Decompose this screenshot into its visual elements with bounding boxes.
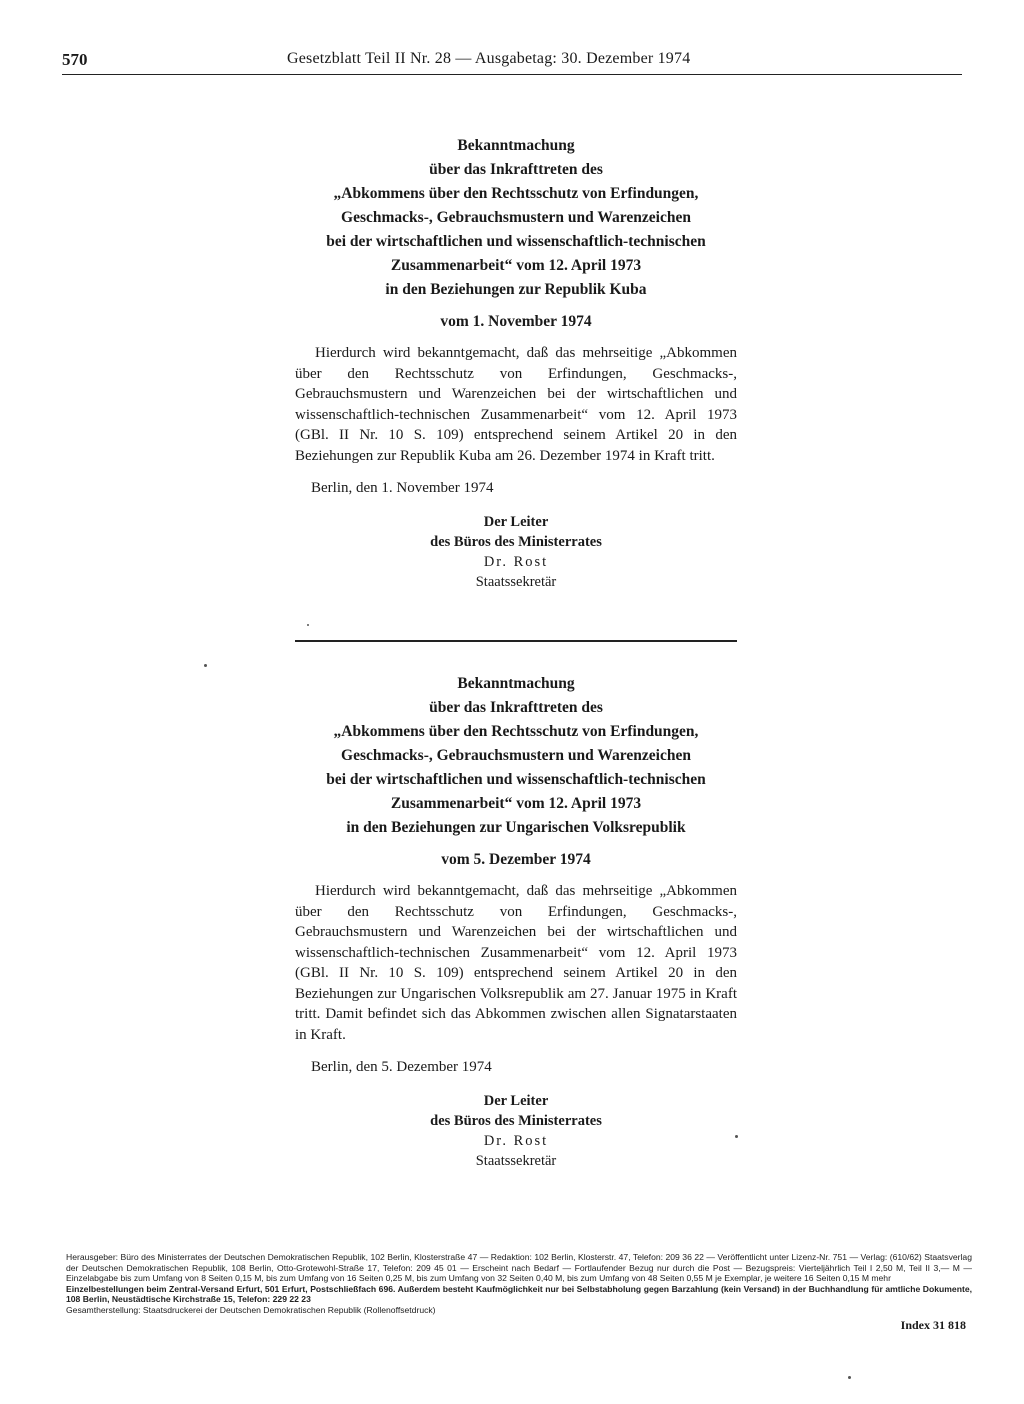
scan-speck <box>307 624 309 626</box>
signature-name: Dr. Rost <box>483 1133 549 1149</box>
scan-speck <box>735 1135 738 1138</box>
signature-block <box>295 1091 737 1171</box>
imprint-printer: Gesamtherstellung: Staatsdruckerei der Deutschen Demokratischen Republik (Rollenoffsetdruck) <box>66 1304 436 1315</box>
heading-line: Bekanntmachung <box>457 137 575 154</box>
heading-line: in den Beziehungen zur Ungarischen Volksrepublik <box>346 819 686 836</box>
imprint-orders: Einzelbestellungen beim Zentral-Versand Erfurt, 501 Erfurt, Postschließfach 696. Außerdem besteht Kaufmöglichkeit nur bei Selbstabholung gegen Barzahlung (kein Versand) in der Buchhandlung für amtliche Dokumente, 108 Berlin, Neustädtische Kirchstraße 15, Telefon: 229 22 23 <box>66 1283 972 1305</box>
notice-separator <box>295 640 737 642</box>
signature-name: Dr. Rost <box>483 554 549 570</box>
notice-kuba <box>295 134 737 592</box>
heading-line: Zusammenarbeit“ vom 12. April 1973 <box>390 257 642 274</box>
signature-title: Staatssekretär <box>475 1153 557 1169</box>
imprint-footer <box>66 1252 972 1316</box>
imprint-publisher: Herausgeber: Büro des Ministerrates der Deutschen Demokratischen Republik, 102 Berlin, Klosterstraße 47 — Redaktion: 102 Berlin, Klosterstr. 47, Telefon: 209 36 22 — Veröffentlicht unter Lizenz-Nr. 751 — Verlag: (610/62) Staatsverlag der Deutschen Demokratischen Republik, 108 Berlin, Otto-Grotewohl-Straße 17, Telefon: 209 45 01 — Erscheint nach Bedarf — Fortlaufender Bezug nur durch die Post — Bezugspreis: Vierteljährlich Teil I 2,50 M, Teil II 3,— M — Einzelabgabe bis zum Umfang von 8 Seiten 0,15 M, bis zum Umfang von 16 Seiten 0,25 M, bis zum Umfang von 32 Seiten 0,40 M, bis zum Umfang von 48 Seiten 0,55 M je Exemplar, je weitere 16 Seiten 0,15 M mehr <box>66 1252 972 1284</box>
notice-heading <box>295 134 737 302</box>
heading-line: bei der wirtschaftlichen und wissenschaftlich-technischen <box>326 771 706 788</box>
scan-speck <box>848 1376 851 1379</box>
heading-line: Geschmacks-, Gebrauchsmustern und Warenzeichen <box>341 747 691 764</box>
notice-body: Hierdurch wird bekanntgemacht, daß das mehrseitige „Abkommen über den Rechtsschutz von Erfindungen, Geschmacks-, Gebrauchsmustern und Warenzeichen bei der wirtschaftlichen und wissenschaftlich-technischen Zusammenarbeit“ vom 12. April 1973 (GBl. II Nr. 10 S. 109) entsprechend seinem Artikel 20 in den Beziehungen zur Republik Kuba am 26. Dezember 1974 in Kraft tritt. <box>295 345 737 464</box>
signature-role: Der Leiter <box>483 514 549 530</box>
heading-line: Zusammenarbeit“ vom 12. April 1973 <box>390 795 642 812</box>
signature-role: Der Leiter <box>483 1093 549 1109</box>
notice-date: vom 5. Dezember 1974 <box>441 851 591 868</box>
signature-office: des Büros des Ministerrates <box>430 1113 602 1129</box>
signature-block <box>295 512 737 592</box>
heading-line: Bekanntmachung <box>457 675 575 692</box>
heading-line: bei der wirtschaftlichen und wissenschaftlich-technischen <box>326 233 706 250</box>
heading-line: „Abkommens über den Rechtsschutz von Erfindungen, <box>333 723 699 740</box>
heading-line: über das Inkrafttreten des <box>429 161 603 178</box>
notice-date: vom 1. November 1974 <box>440 313 592 330</box>
place-date: Berlin, den 1. November 1974 <box>311 480 494 496</box>
header-title: Gesetzblatt Teil II Nr. 28 — Ausgabetag: 30. Dezember 1974 <box>287 50 691 67</box>
page-header <box>62 50 962 74</box>
notice-heading <box>295 672 737 840</box>
heading-line: „Abkommens über den Rechtsschutz von Erfindungen, <box>333 185 699 202</box>
index-code: Index 31 818 <box>900 1318 966 1332</box>
header-rule <box>62 74 962 75</box>
notice-body: Hierdurch wird bekanntgemacht, daß das mehrseitige „Abkommen über den Rechtsschutz von Erfindungen, Geschmacks-, Gebrauchsmustern und Warenzeichen bei der wirtschaftlichen und wissenschaftlich-technischen Zusammenarbeit“ vom 12. April 1973 (GBl. II Nr. 10 S. 109) entsprechend seinem Artikel 20 in den Beziehungen zur Ungarischen Volksrepublik am 27. Januar 1975 in Kraft tritt. Damit befindet sich das Abkommen zwischen allen Signatarstaaten in Kraft. <box>295 883 737 1043</box>
signature-office: des Büros des Ministerrates <box>430 534 602 550</box>
signature-title: Staatssekretär <box>475 574 557 590</box>
heading-line: über das Inkrafttreten des <box>429 699 603 716</box>
notice-ungarn <box>295 672 737 1171</box>
heading-line: Geschmacks-, Gebrauchsmustern und Warenzeichen <box>341 209 691 226</box>
scan-speck <box>204 664 207 667</box>
place-date: Berlin, den 5. Dezember 1974 <box>311 1059 492 1075</box>
page-number: 570 <box>62 50 88 69</box>
heading-line: in den Beziehungen zur Republik Kuba <box>385 281 647 298</box>
